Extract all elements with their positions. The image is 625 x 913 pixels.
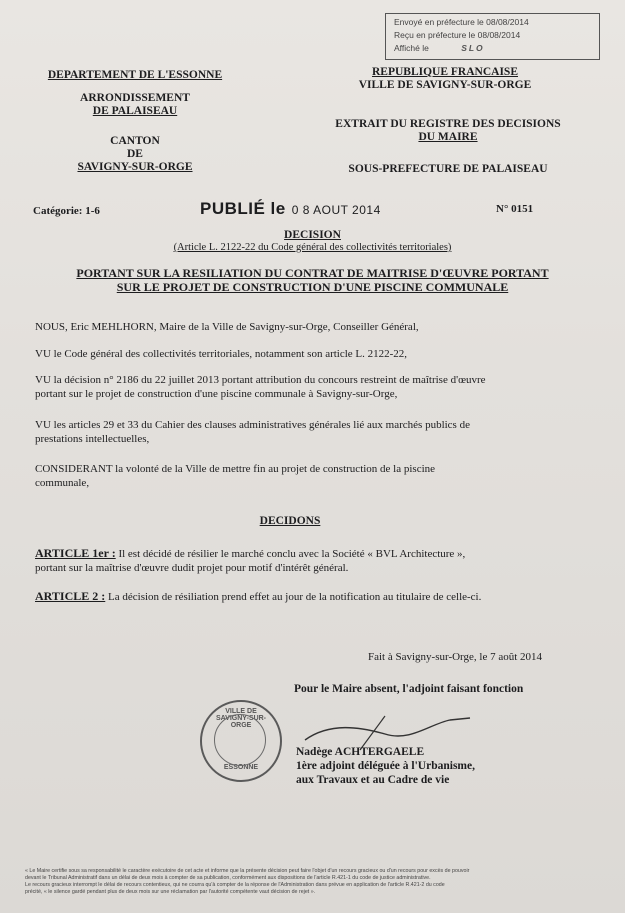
signatory-block bbox=[296, 745, 475, 787]
signatory-role-2: aux Travaux et au Cadre de vie bbox=[296, 774, 450, 786]
stamp-line-sent: Envoyé en préfecture le 08/08/2014 bbox=[394, 17, 529, 27]
body-paragraph-vu-decision: VU la décision n° 2186 du 22 juillet 2013 portant attribution du concours restreint de maîtrise d'œuvre portant sur le projet de construction d'une piscine communale à Savigny-sur-Orge, bbox=[35, 374, 486, 400]
article-1: ARTICLE 1er : Il est décidé de résilier le marché conclu avec la Société « BVL Architecture », portant sur la maîtrise d'œuvre dudit projet pour motif d'intérêt général. bbox=[35, 546, 466, 574]
stamp-line-received: Reçu en préfecture le 08/08/2014 bbox=[394, 30, 521, 40]
article-1-label: ARTICLE 1er : bbox=[35, 546, 116, 560]
signature-place-date: Fait à Savigny-sur-Orge, le 7 août 2014 bbox=[368, 651, 543, 663]
arrondissement-header: ARRONDISSEMENT DE PALAISEAU bbox=[80, 92, 190, 117]
prefecture-stamp bbox=[385, 13, 600, 60]
article-2-label: ARTICLE 2 : bbox=[35, 589, 106, 603]
signatory-role-1: 1ère adjoint déléguée à l'Urbanisme, bbox=[296, 760, 475, 772]
decision-title-line-1: PORTANT SUR LA RESILIATION DU CONTRAT DE MAITRISE D'ŒUVRE PORTANT bbox=[76, 266, 549, 280]
department-name: DEPARTEMENT DE L'ESSONNE bbox=[47, 69, 223, 81]
decidons-heading: DECIDONS bbox=[259, 515, 321, 527]
signature-capacity: Pour le Maire absent, l'adjoint faisant fonction bbox=[294, 683, 524, 695]
body-paragraph-vu-articles: VU les articles 29 et 33 du Cahier des clauses administratives générales lié aux marchés publics de prestations intellectuelles, bbox=[35, 419, 470, 445]
canton-header: CANTON DE SAVIGNY-SUR-ORGE bbox=[77, 135, 193, 173]
republic-header: REPUBLIQUE FRANCAISE VILLE DE SAVIGNY-SUR-ORGE bbox=[358, 66, 532, 91]
posted-signature: SLO bbox=[461, 43, 485, 53]
body-paragraph-vu-code: VU le Code général des collectivités territoriales, notamment son article L. 2122-22, bbox=[35, 348, 408, 360]
stamp-line-posted: Affiché le SLO bbox=[394, 43, 485, 53]
subprefecture-header: SOUS-PREFECTURE DE PALAISEAU bbox=[348, 163, 548, 175]
article-reference: (Article L. 2122-22 du Code général des collectivités territoriales) bbox=[173, 242, 452, 253]
department-header bbox=[35, 69, 235, 82]
body-paragraph-considerant: CONSIDERANT la volonté de la Ville de mettre fin au projet de construction de la piscine communale, bbox=[35, 463, 436, 489]
decision-title-line-2: SUR LE PROJET DE CONSTRUCTION D'UNE PISCINE COMMUNALE bbox=[116, 280, 509, 294]
body-paragraph-nous: NOUS, Eric MEHLHORN, Maire de la Ville de Savigny-sur-Orge, Conseiller Général, bbox=[35, 321, 419, 333]
signatory-name: Nadège ACHTERGAELE bbox=[296, 746, 425, 758]
city-seal: VILLE DE SAVIGNY-SUR-ORGE ESSONNE bbox=[200, 700, 282, 782]
published-stamp: PUBLIÉ le 0 8 AOUT 2014 bbox=[200, 199, 381, 218]
category-label: Catégorie: 1-6 bbox=[33, 205, 100, 217]
published-date: 0 8 AOUT 2014 bbox=[291, 203, 381, 217]
decision-heading: DECISION bbox=[284, 229, 341, 241]
registry-header: EXTRAIT DU REGISTRE DES DECISIONS DU MAIRE bbox=[335, 118, 561, 143]
legal-footnote: « Le Maire certifie sous sa responsabilité le caractère exécutoire de cet acte et informe que la présente décision peut faire l'objet d'un recours gracieux ou d'un recours pour excès de pouvoir devant le Tribunal Administratif dans un délai de deux mois à compter de sa publication, conformément aux dispositions de l'article R.421-1 du code de justice administrative. Le recours gracieux interrompt le délai de recours contentieux, qui ne courra qu'à compter de la réponse de l'Administration dans prévue en application de l'article R.421-2 du code précité, « le silence gardé pendant plus de deux mois sur une réclamation par l'autorité compétente vaut décision de rejet ». bbox=[25, 868, 470, 895]
article-2: ARTICLE 2 : La décision de résiliation prend effet au jour de la notification au titulaire de celle-ci. bbox=[35, 589, 482, 603]
decision-number: N° 0151 bbox=[496, 203, 534, 215]
